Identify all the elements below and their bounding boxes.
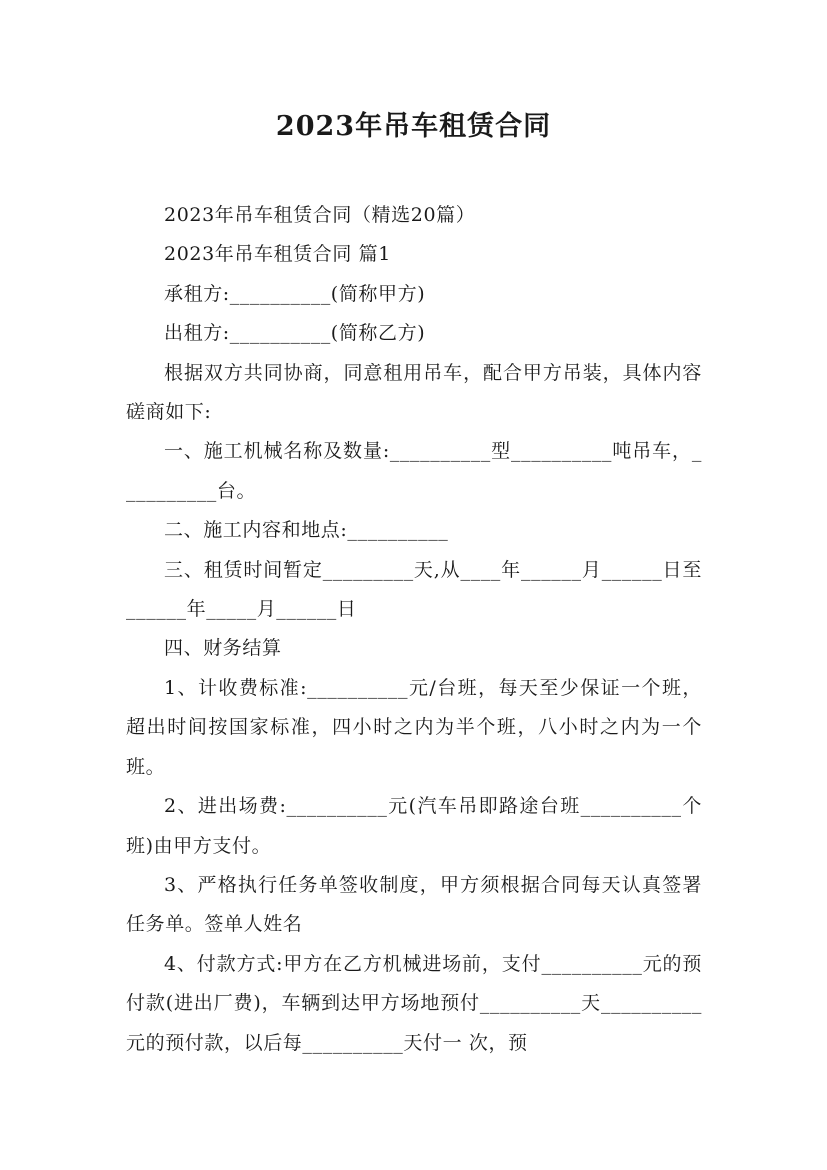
paragraph-fee-standard: 1、计收费标准:__________元/台班，每天至少保证一个班，超出时间按国家标准，四小时之内为半个班，八小时之内为一个班。	[126, 676, 702, 778]
paragraph-clause-2: 二、施工内容和地点:__________	[164, 519, 449, 542]
paragraph-task-order: 3、严格执行任务单签收制度，甲方须根据合同每天认真签署任务单。签单人姓名	[126, 873, 702, 936]
paragraph-clause-3: 三、租赁时间暂定_________天,从____年______月______日至______年_____月______日	[126, 558, 702, 621]
paragraph-subtitle: 2023年吊车租赁合同（精选20篇）	[164, 204, 476, 226]
paragraph-intro: 根据双方共同协商，同意租用吊车，配合甲方吊装，具体内容磋商如下:	[126, 361, 702, 424]
paragraph-chapter-heading: 2023年吊车租赁合同 篇1	[164, 243, 391, 266]
document-body	[126, 196, 702, 1063]
paragraph-lessor: 出租方:__________(简称乙方)	[164, 322, 426, 345]
document-title: 2023年吊车租赁合同	[275, 111, 552, 142]
paragraph-clause-1: 一、施工机械名称及数量:__________型__________吨吊车，__________台。	[126, 440, 702, 502]
paragraph-payment-method: 4、付款方式:甲方在乙方机械进场前，支付__________元的预付款(进出厂费)，车辆到达甲方场地预付__________天__________元的预付款，以后每__________天付一 次，预	[126, 952, 702, 1054]
paragraph-lessee: 承租方:__________(简称甲方)	[164, 282, 426, 305]
paragraph-entry-fee: 2、进出场费:__________元(汽车吊即路途台班__________个班)由甲方支付。	[126, 795, 702, 857]
paragraph-clause-4: 四、财务结算	[164, 637, 282, 660]
